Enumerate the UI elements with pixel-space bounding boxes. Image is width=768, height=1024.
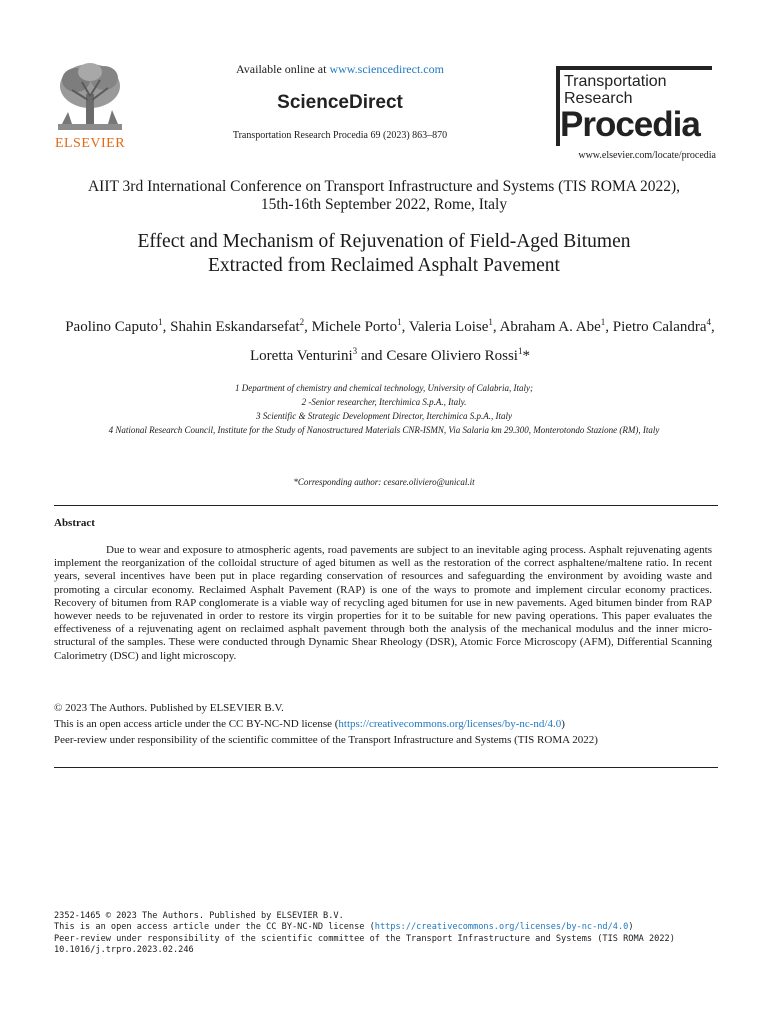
author-separator: and	[357, 348, 387, 364]
license-prefix: This is an open access article under the CC BY-NC-ND license (	[54, 718, 339, 730]
author-name: Shahin Eskandarsefat	[170, 319, 300, 335]
author-list	[60, 310, 720, 368]
author-name: Abraham A. Abe	[499, 319, 601, 335]
divider-top	[54, 505, 718, 506]
paper-title	[60, 230, 708, 278]
affiliation-4: 4 National Research Council, Institute for the Study of Nanostructured Materials CNR-ISMN, Via Salaria km 29.300, Monterotondo Stazione (RM), Italy	[108, 425, 660, 435]
corresponding-author: *Corresponding author: cesare.oliviero@unical.it	[293, 477, 475, 487]
abstract-license	[54, 718, 718, 731]
affiliations	[40, 381, 728, 437]
abstract-copyright: © 2023 The Authors. Published by ELSEVIER B.V.	[54, 702, 284, 714]
author-affiliation-mark: 2	[299, 317, 305, 327]
footer-license-link[interactable]: https://creativecommons.org/licenses/by-nc-nd/4.0	[374, 922, 629, 932]
license-suffix: )	[561, 718, 565, 730]
elsevier-tree-icon	[54, 60, 126, 136]
author-name: Michele Porto	[311, 319, 398, 335]
author-affiliation-mark: 4	[706, 317, 712, 327]
author-affiliation-mark: 1	[397, 317, 402, 327]
footer-license-suffix: )	[628, 922, 634, 932]
journal-url[interactable]: www.elsevier.com/locate/procedia	[578, 150, 716, 161]
divider-bottom	[54, 767, 718, 768]
abstract-heading: Abstract	[54, 517, 95, 529]
conference-line-2: 15th-16th September 2022, Rome, Italy	[260, 196, 508, 213]
author-name: Pietro Calandra	[612, 319, 707, 335]
sciencedirect-link[interactable]: www.sciencedirect.com	[329, 62, 444, 76]
conference-line-1: AIIT 3rd International Conference on Transport Infrastructure and Systems (TIS ROMA 2022),	[87, 178, 681, 195]
footer-issn: 2352-1465 © 2023 The Authors. Published by ELSEVIER B.V.	[54, 911, 344, 921]
author-separator: ,	[162, 319, 171, 335]
author-separator: *	[522, 348, 530, 364]
journal-logo-line3: Procedia	[560, 105, 700, 144]
author-affiliation-mark: 1	[600, 317, 606, 327]
footer-license-prefix: This is an open access article under the CC BY-NC-ND license (	[54, 922, 375, 932]
footer-license	[54, 922, 734, 933]
author-affiliation-mark: 1	[488, 317, 493, 327]
author-affiliation-mark: 1	[517, 346, 523, 356]
author-name: Cesare Oliviero Rossi	[386, 348, 518, 364]
abstract-body: Due to wear and exposure to atmospheric agents, road pavements are subject to an inevitable aging process. Asphalt rejuvenating agents implement the reorganization of the colloidal structure of aged bitumen as well as the restoration of the correct asphaltene/maltene ratio. In recent years, several incentives have been put in place regarding conservation of resources and safeguarding the environment by avoiding waste and promoting a circular economy. Reclaimed Asphalt Pavement (RAP) is one of the ways to promote and implement circular economy practices. Recovery of bitumen from RAP conglomerate is a viable way of recycling aged bitumen for use in new pavements. Aged bitumen binder from RAP however needs to be rejuvenated in order to restore its virgin properties for it to be suitable for new paving operations. This paper evaluates the effectiveness of a rejuvenating agent on reclaimed asphalt pavement through both the analysis of the mechanical modulus and the inner micro-structural of the samples. These were conducted through Dynamic Shear Rheology (DSR), Atomic Force Microscopy (AFM), Differential Scanning Calorimetry (DSC) and light microscopy.	[54, 544, 712, 662]
journal-logo-line1: Transportation	[564, 73, 667, 90]
journal-citation: Transportation Research Procedia 69 (2023) 863–870	[232, 130, 448, 141]
footer-doi[interactable]: 10.1016/j.trpro.2023.02.246	[54, 945, 194, 955]
paper-title-line-2: Extracted from Reclaimed Asphalt Pavement	[208, 255, 560, 276]
platform-name: ScienceDirect	[277, 92, 403, 113]
paper-title-line-1: Effect and Mechanism of Rejuvenation of Field-Aged Bitumen	[137, 231, 631, 252]
author-separator: ,	[401, 319, 409, 335]
affiliation-2: 2 -Senior researcher, Iterchimica S.p.A., Italy.	[301, 397, 467, 407]
conference-info	[40, 178, 728, 214]
author-name: Valeria Loise	[408, 319, 489, 335]
author-affiliation-mark: 3	[352, 346, 358, 356]
license-link[interactable]: https://creativecommons.org/licenses/by-nc-nd/4.0	[338, 718, 562, 730]
elsevier-wordmark: ELSEVIER	[54, 136, 126, 151]
footer-peer-review: Peer-review under responsibility of the scientific committee of the Transport Infrastructure and Systems (TIS ROMA 2022)	[54, 934, 675, 944]
author-affiliation-mark: 1	[158, 317, 163, 327]
affiliation-3: 3 Scientific & Strategic Development Director, Iterchimica S.p.A., Italy	[255, 411, 512, 421]
author-separator: ,	[304, 319, 312, 335]
journal-logo-line2: Research	[564, 90, 633, 107]
author-name: Paolino Caputo	[65, 319, 159, 335]
available-prefix: Available online at	[236, 62, 330, 76]
author-name: Loretta Venturini	[250, 348, 353, 364]
author-separator: ,	[711, 319, 715, 335]
available-online	[160, 62, 520, 77]
elsevier-logo	[54, 60, 126, 152]
journal-logo	[556, 66, 712, 146]
abstract-peer-review: Peer-review under responsibility of the scientific committee of the Transport Infrastructure and Systems (TIS ROMA 2022)	[54, 734, 598, 746]
author-separator: ,	[492, 319, 500, 335]
affiliation-1: 1 Department of chemistry and chemical technology, University of Calabria, Italy;	[235, 383, 533, 393]
author-separator: ,	[605, 319, 613, 335]
